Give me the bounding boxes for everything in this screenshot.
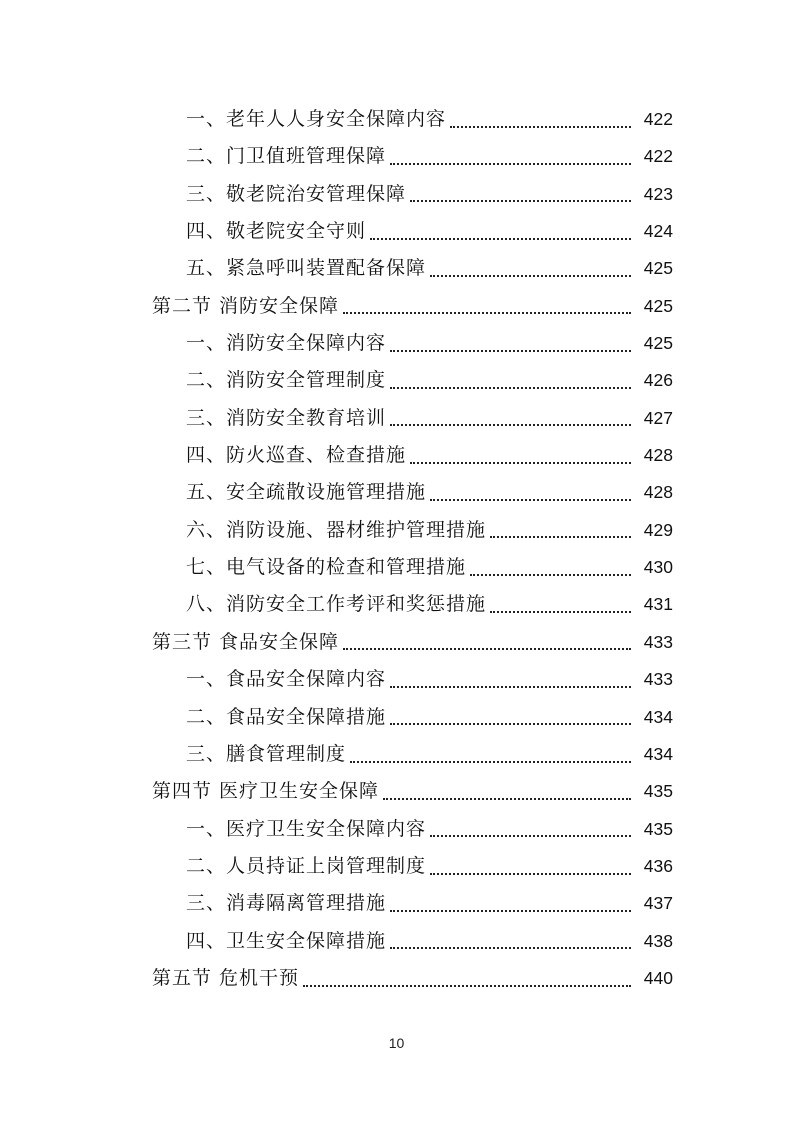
toc-entry-page-number: 434 [643,743,673,764]
toc-subsection-entry[interactable] [0,250,793,287]
toc-entry-page-number: 438 [643,930,673,951]
toc-subsection-entry[interactable] [0,325,793,362]
toc-entry-page-number: 434 [643,706,673,727]
toc-entry-page-number: 433 [643,631,673,652]
toc-entry-page-number: 435 [643,781,673,802]
toc-subsection-entry[interactable] [0,923,793,960]
toc-entry-label: 第二节 消防安全保障 [152,294,340,317]
toc-entry-page-number: 435 [643,818,673,839]
toc-section-entry[interactable] [0,288,793,325]
toc-entry-page-number: 429 [643,519,673,540]
toc-subsection-entry[interactable] [0,362,793,399]
toc-entry-label: 一、食品安全保障内容 [186,668,387,691]
toc-entry-label: 第四节 医疗卫生安全保障 [152,780,380,803]
toc-entry-page-number: 431 [643,594,673,615]
toc-entry-label: 三、消防安全教育培训 [186,406,387,429]
toc-entry-label: 第五节 危机干预 [152,966,300,989]
toc-entry-label: 三、消毒隔离管理措施 [186,892,387,915]
toc-subsection-entry[interactable] [0,101,793,138]
toc-subsection-entry[interactable] [0,549,793,586]
dot-leader [390,721,631,725]
dot-leader [450,124,631,128]
toc-entry-label: 八、消防安全工作考评和奖惩措施 [186,593,487,616]
dot-leader [350,759,631,763]
dot-leader [430,871,631,875]
toc-entry-page-number: 440 [643,967,673,988]
dot-leader [390,161,631,165]
toc-entry-label: 六、消防设施、器材维护管理措施 [186,518,487,541]
dot-leader [390,422,631,426]
dot-leader [343,646,631,650]
toc-subsection-entry[interactable] [0,661,793,698]
toc-section-entry[interactable] [0,624,793,661]
toc-entry-label: 一、老年人人身安全保障内容 [186,108,447,130]
toc-subsection-entry[interactable] [0,848,793,885]
toc-entry-label: 三、膳食管理制度 [186,742,347,765]
dot-leader [410,198,631,202]
toc-section-entry[interactable] [0,773,793,810]
toc-subsection-entry[interactable] [0,400,793,437]
toc-entry-label: 二、门卫值班管理保障 [186,145,387,168]
toc-entry-label: 四、敬老院安全守则 [186,220,367,243]
toc-entry-label: 一、消防安全保障内容 [186,332,387,355]
toc-entry-page-number: 436 [643,855,673,876]
dot-leader [430,273,631,277]
toc-entry-label: 二、食品安全保障措施 [186,705,387,728]
dot-leader [410,460,631,464]
toc-subsection-entry[interactable] [0,811,793,848]
dot-leader [430,497,631,501]
dot-leader [470,572,631,576]
toc-entry-page-number: 422 [643,109,673,129]
toc-entry-page-number: 427 [643,407,673,428]
toc-subsection-entry[interactable] [0,437,793,474]
dot-leader [390,348,631,352]
dot-leader [390,684,631,688]
toc-entry-page-number: 423 [643,183,673,204]
toc-subsection-entry[interactable] [0,512,793,549]
toc-entry-label: 四、卫生安全保障措施 [186,929,387,952]
toc-entry-page-number: 428 [643,482,673,503]
toc-entry-label: 第三节 食品安全保障 [152,630,340,653]
toc-entry-label: 五、安全疏散设施管理措施 [186,481,427,504]
toc-subsection-entry[interactable] [0,176,793,213]
toc-entry-page-number: 425 [643,333,673,354]
toc-entry-label: 三、敬老院治安管理保障 [186,182,407,205]
dot-leader [303,983,631,987]
page-number: 10 [388,1035,405,1051]
dot-leader [490,609,631,613]
toc-entry-page-number: 425 [643,258,673,279]
dot-leader [390,908,631,912]
toc-entry-page-number: 428 [643,445,673,466]
toc-subsection-entry[interactable] [0,699,793,736]
dot-leader [390,385,631,389]
toc-entry-label: 一、医疗卫生安全保障内容 [186,817,427,840]
toc-entry-label: 二、人员持证上岗管理制度 [186,854,427,877]
dot-leader [383,796,631,800]
toc-subsection-entry[interactable] [0,213,793,250]
toc-entry-page-number: 425 [643,295,673,316]
toc-subsection-entry[interactable] [0,474,793,511]
toc-subsection-entry[interactable] [0,138,793,175]
dot-leader [370,236,631,240]
table-of-contents [0,101,793,997]
toc-entry-label: 二、消防安全管理制度 [186,369,387,392]
toc-subsection-entry[interactable] [0,586,793,623]
toc-entry-label: 五、紧急呼叫装置配备保障 [186,257,427,280]
toc-entry-page-number: 433 [643,669,673,690]
dot-leader [390,945,631,949]
dot-leader [343,310,631,314]
toc-entry-label: 七、电气设备的检查和管理措施 [186,556,467,579]
dot-leader [430,833,631,837]
toc-entry-label: 四、防火巡查、检查措施 [186,444,407,467]
toc-entry-page-number: 437 [643,893,673,914]
toc-subsection-entry[interactable] [0,885,793,922]
dot-leader [490,534,631,538]
toc-entry-page-number: 426 [643,370,673,391]
toc-entry-page-number: 424 [643,221,673,242]
toc-section-entry[interactable] [0,960,793,997]
toc-subsection-entry[interactable] [0,736,793,773]
toc-entry-page-number: 422 [643,146,673,167]
toc-entry-page-number: 430 [643,557,673,578]
